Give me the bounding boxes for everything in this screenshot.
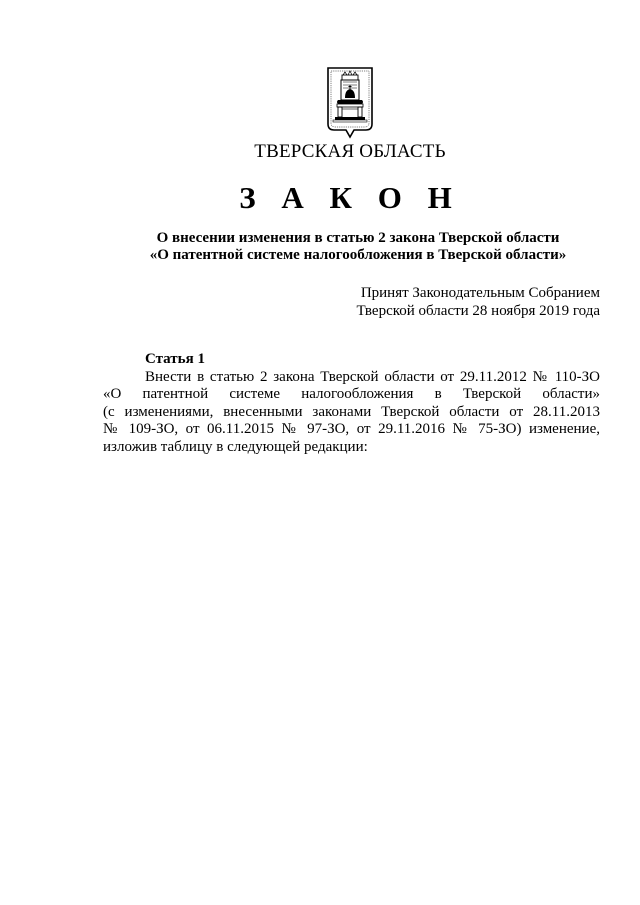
law-subject [0,230,640,264]
region-name: ТВЕРСКАЯ ОБЛАСТЬ [254,141,446,162]
article-heading: Статья 1 [145,351,205,367]
law-subject-line-2: «О патентной системе налогообложения в Тверской области» [149,247,567,263]
article-body-line: Внести в статью 2 закона Тверской области от 29.11.2012 № 110-ЗО [145,368,600,385]
article-body [103,369,600,457]
tver-coat-of-arms-icon [326,66,374,140]
article-body-line: изложив таблицу в следующей редакции: [103,438,368,455]
adoption-note-line-2: Тверской области 28 ноября 2019 года [356,303,600,319]
law-subject-line-1: О внесении изменения в статью 2 закона Тверской области [156,230,560,246]
adoption-note [357,284,600,320]
document-title: З А К О Н [239,180,461,215]
adoption-note-line-1: Принят Законодательным Собранием [360,285,600,301]
article-body-line: «О патентной системе налогообложения в Тверской области» [103,386,600,402]
article-body-line: № 109-ЗО, от 06.11.2015 № 97-ЗО, от 29.11.2016 № 75-ЗО) изменение, [103,421,600,437]
article-1 [103,351,600,456]
article-body-line: (с изменениями, внесенными законами Тверской области от 28.11.2013 [103,403,600,420]
